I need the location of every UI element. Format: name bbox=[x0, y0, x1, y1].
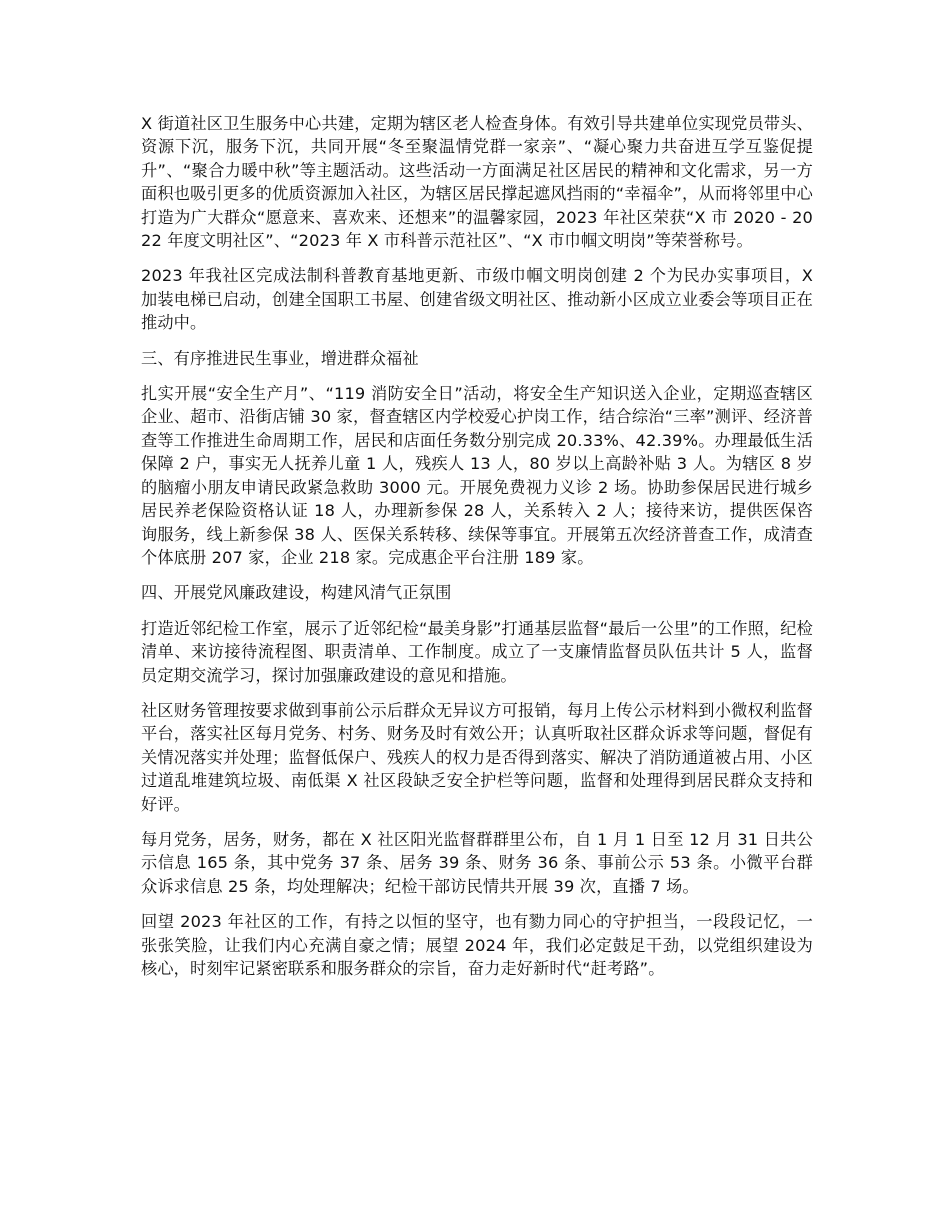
paragraph-2023-projects: 2023 年我社区完成法制科普教育基地更新、市级巾帼文明岗创建 2 个为民办实事项目，X 加装电梯已启动，创建全国职工书屋、创建省级文明社区、推动新小区成立业委会等项目正在推动中。 bbox=[141, 266, 813, 333]
paragraph-discipline-studio: 打造近邻纪检工作室，展示了近邻纪检“最美身影”打通基层监督“最后一公里”的工作照，纪检清单、来访接待流程图、职责清单、工作制度。成立了一支廉情监督员队伍共计 5 人，监督员定期交流学习，探讨加强廉政建设的意见和措施。 bbox=[141, 618, 813, 685]
section-heading-integrity: 四、开展党风廉政建设，构建风清气正氛围 bbox=[141, 583, 452, 603]
paragraph-community-cobuilding: X 街道社区卫生服务中心共建，定期为辖区老人检查身体。有效引导共建单位实现党员带头、资源下沉，服务下沉，共同开展“冬至聚温情党群一家亲”、“凝心聚力共奋进互学互鉴促提升”、“聚合力暖中秋”等主题活动。这些活动一方面满足社区居民的精神和文化需求，另一方面积也吸引更多的优质资源加入社区，为辖区居民撑起遮风挡雨的“幸福伞”，从而将邻里中心打造为广大群众“愿意来、喜欢来、还想来”的温馨家园，2023 年社区荣获“X 市 2020 - 2022 年度文明社区”、“2023 年 X 市科普示范社区”、“X 市巾帼文明岗”等荣誉称号。 bbox=[141, 114, 813, 251]
section-heading-livelihood: 三、有序推进民生事业，增进群众福祉 bbox=[141, 348, 419, 368]
paragraph-safety-welfare: 扎实开展“安全生产月”、“119 消防安全日”活动，将安全生产知识送入企业，定期巡查辖区企业、超市、沿街店铺 30 家，督查辖区内学校爱心护岗工作，结合综治“三率”测评、经济普查等工作推进生命周期工作，居民和店面任务数分别完成 20.33%、42.39%。办理最低生活保障 2 户，事实无人抚养儿童 1 人，残疾人 13 人，80 岁以上高龄补贴 3 人。为辖区 8 岁的脑瘤小朋友申请民政紧急救助 3000 元。开展免费视力义诊 2 场。协助参保居民进行城乡居民养老保险资格认证 18 人，办理新参保 28 人，关系转入 2 人；接待来访，提供医保咨询服务，线上新参保 38 人、医保关系转移、续保等事宜。开展第五次经济普查工作，成清查个体底册 207 家，企业 218 家。完成惠企平台注册 189 家。 bbox=[141, 384, 813, 567]
paragraph-finance-supervision: 社区财务管理按要求做到事前公示后群众无异议方可报销，每月上传公示材料到小微权利监督平台，落实社区每月党务、村务、财务及时有效公开；认真听取社区群众诉求等问题，督促有关情况落实并处理；监督低保户、残疾人的权力是否得到落实、解决了消防通道被占用、小区过道乱堆建筑垃圾、南低渠 X 社区段缺乏安全护栏等问题，监督和处理得到居民群众支持和好评。 bbox=[141, 700, 813, 814]
paragraph-conclusion: 回望 2023 年社区的工作，有持之以恒的坚守，也有勠力同心的守护担当，一段段记忆，一张张笑脸，让我们内心充满自豪之情；展望 2024 年，我们必定鼓足干劲，以党组织建设为核心，时刻牢记紧密联系和服务群众的宗旨，奋力走好新时代“赶考路”。 bbox=[141, 912, 813, 978]
paragraph-monthly-disclosure: 每月党务，居务，财务，都在 X 社区阳光监督群群里公布，自 1 月 1 日至 12 月 31 日共公示信息 165 条，其中党务 37 条、居务 39 条、财务 36 条、事前公示 53 条。小微平台群众诉求信息 25 条，均处理解决；纪检干部访民情共开展 39 次，直播 7 场。 bbox=[141, 829, 813, 896]
document-page bbox=[141, 112, 813, 992]
